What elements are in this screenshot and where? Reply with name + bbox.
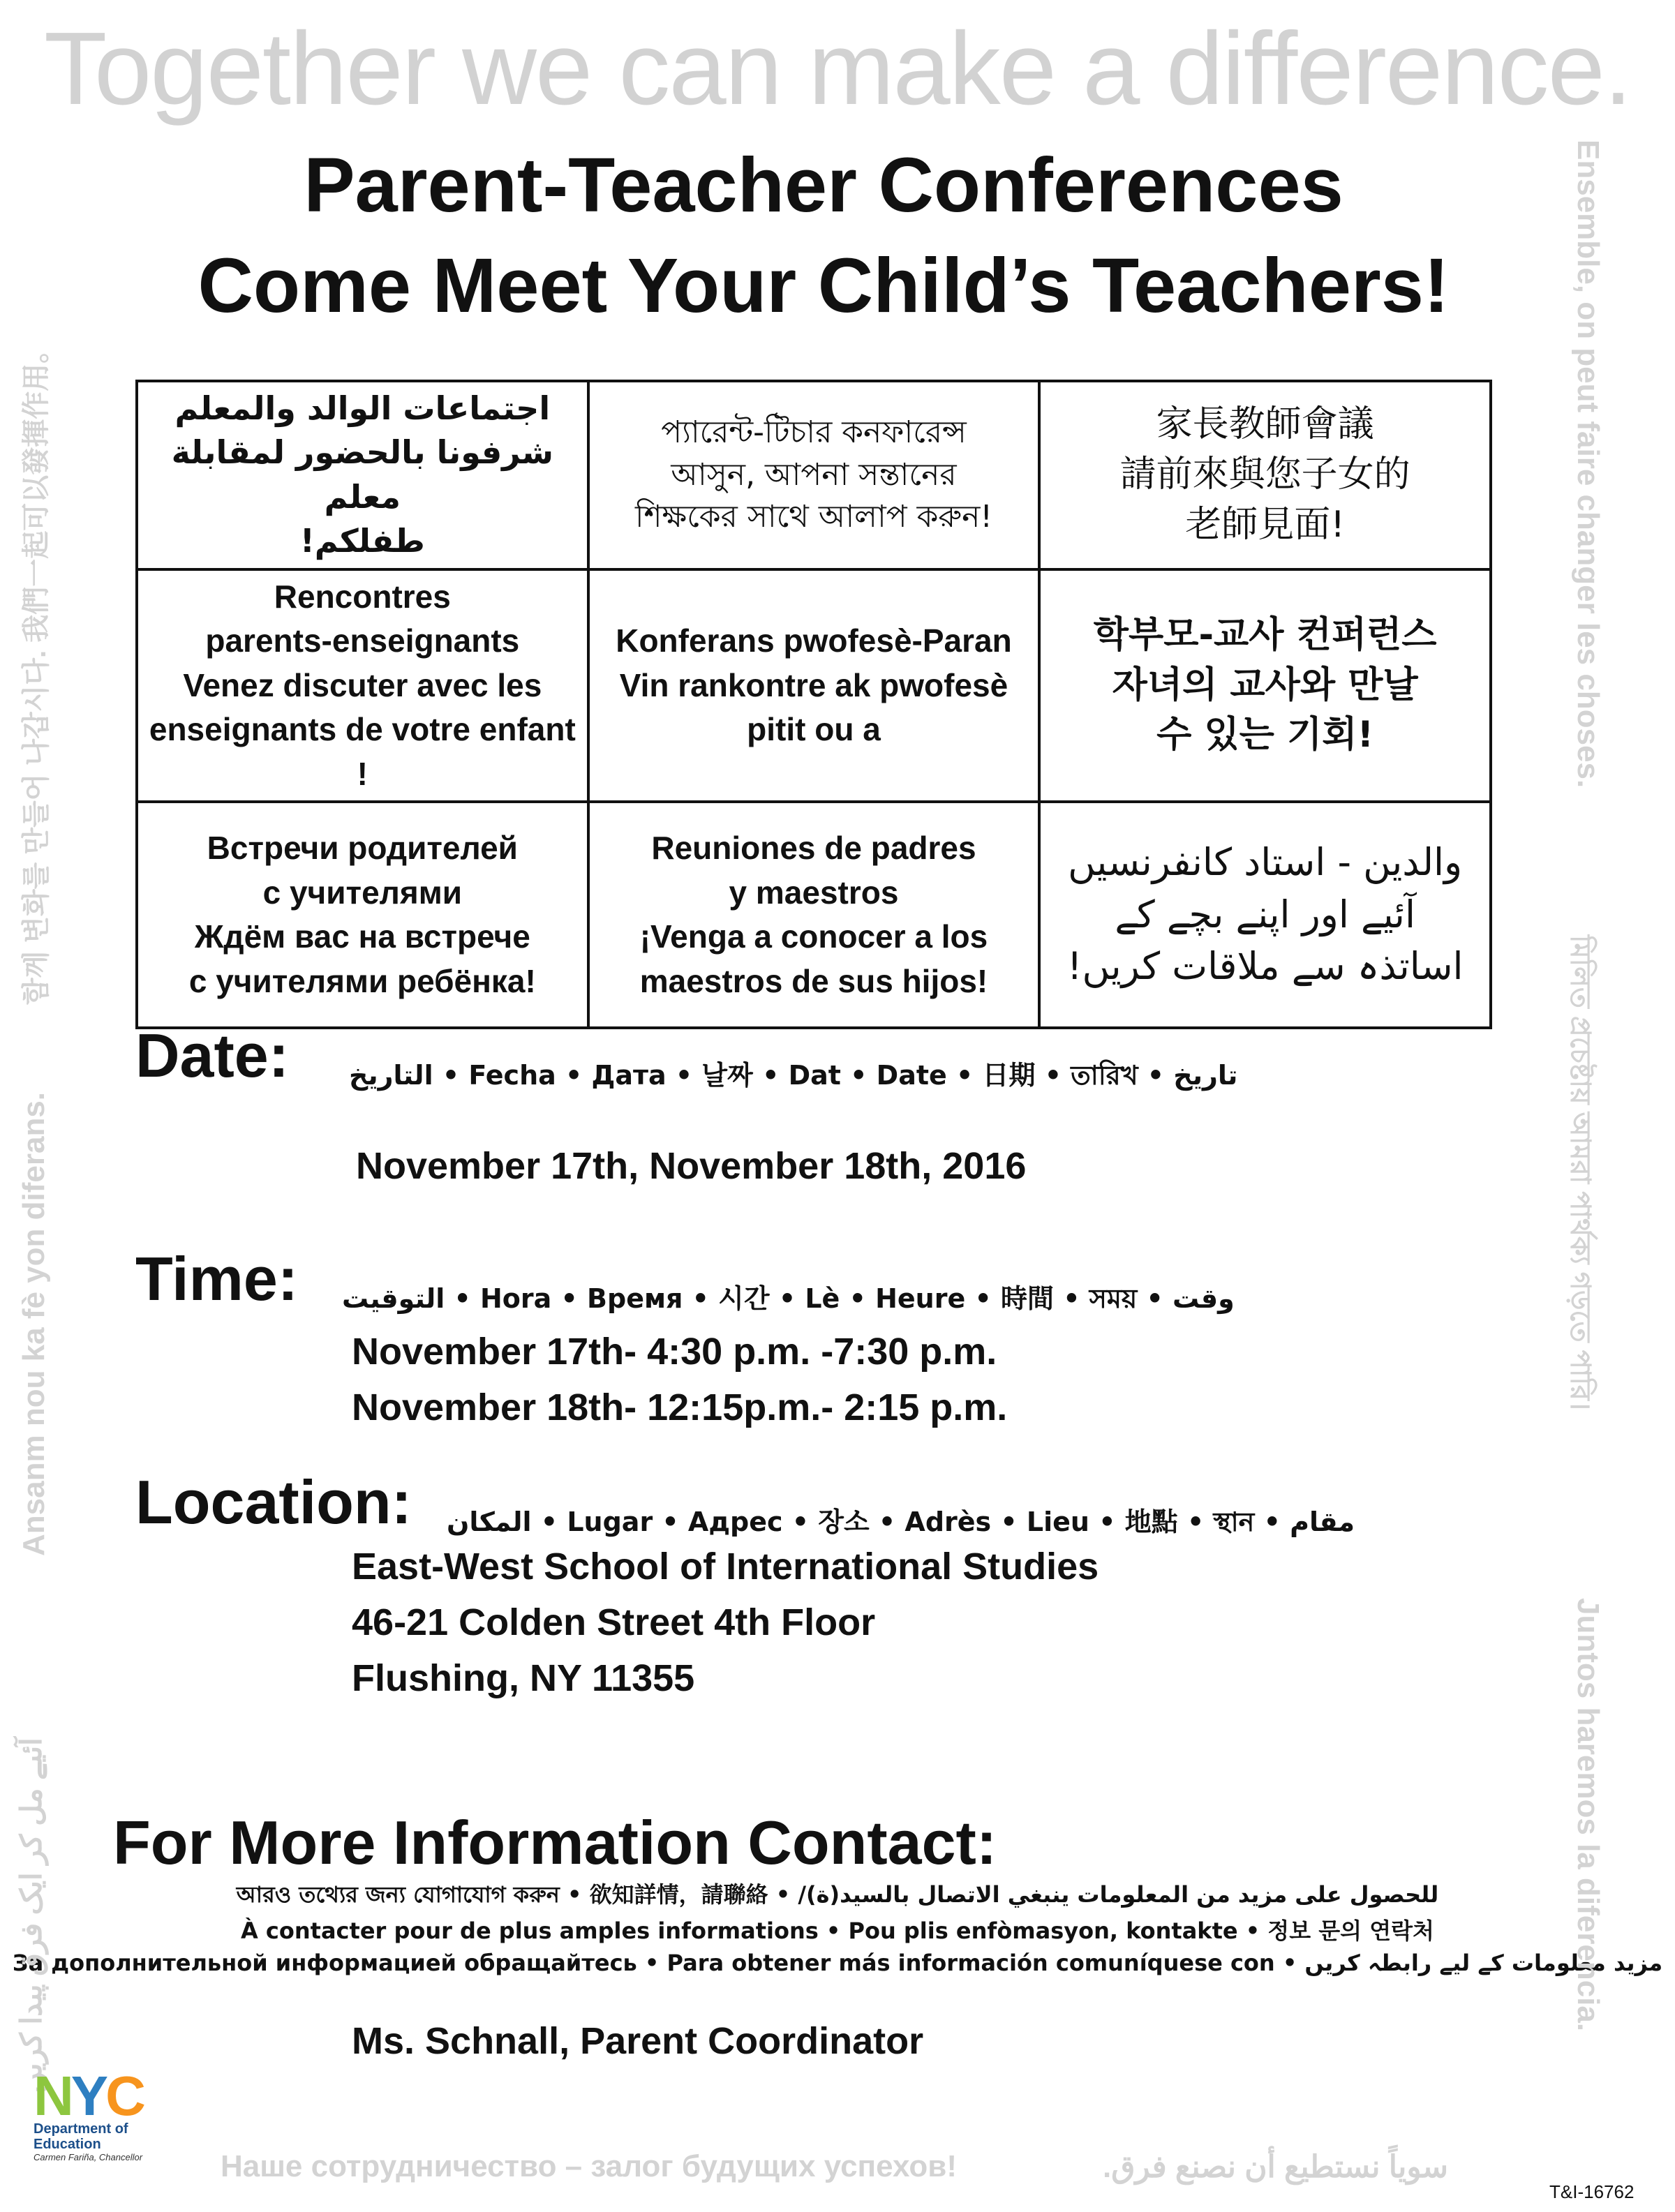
grid-cell-haitian — [588, 569, 1040, 802]
cell-line: Встречи родителей — [207, 830, 518, 867]
grid-row — [137, 381, 1491, 569]
time-translations: وقت • Hora • Время • 시간 • Lè • Heure • 時間 • সময় • التوقيت — [342, 1283, 1235, 1314]
cell-line: parents-enseignants — [205, 622, 520, 659]
cell-line: pitit ou a — [747, 711, 881, 748]
bottom-arabic-slogan: سوياً نستطيع أن نصنع فرق. — [1103, 2150, 1449, 2184]
date-label: Date: — [135, 1021, 290, 1090]
cell-line: 수 있는 기회! — [1156, 714, 1374, 756]
cell-line: Rencontres — [274, 578, 451, 615]
time-line-1: November 17th- 4:30 p.m. -7:30 p.m. — [352, 1331, 997, 1373]
grid-cell-french — [137, 569, 588, 802]
side-text-left-middle: Ansanm nou ka fè yon diferans. — [17, 1091, 51, 1556]
side-text-left-bottom: آئیے مل کر ایک فرق پیدا کریں — [15, 1738, 47, 2093]
contact-name: Ms. Schnall, Parent Coordinator — [352, 2020, 924, 2062]
grid-row — [137, 569, 1491, 802]
logo-dept-line-2: Education — [34, 2137, 101, 2152]
nyc-doe-logo — [34, 2065, 201, 2162]
cell-line: Konferans pwofesè-Paran — [616, 622, 1012, 659]
side-text-right-top: Ensemble, on peut faire changer les choses. — [1571, 140, 1605, 789]
date-value: November 17th, November 18th, 2016 — [356, 1145, 1027, 1187]
cell-line: Reuniones de padres — [651, 830, 976, 867]
location-translations: مقام • Lugar • Адрес • 장소 • Adrès • Lieu • 地點 • স্থান • المكان — [447, 1507, 1355, 1537]
grid-cell-spanish — [588, 802, 1040, 1028]
grid-cell-arabic — [137, 381, 588, 569]
cell-line: শিক্ষকের সাথে আলাপ করুন! — [634, 499, 993, 535]
title-line-2: Come Meet Your Child’s Teachers! — [198, 243, 1450, 329]
cell-line: ¡Venga a conocer a los — [639, 918, 988, 955]
cell-line: طفلكم! — [299, 522, 425, 560]
location-line-3: Flushing, NY 11355 — [352, 1657, 695, 1699]
cell-line: 老師見面! — [1185, 503, 1346, 546]
cell-line: প্যারেন্ট-টিচার কনফারেন্স — [661, 414, 967, 450]
document-number: T&I-16762 — [1549, 2181, 1635, 2202]
location-label: Location: — [135, 1467, 412, 1537]
cell-line: enseignants de votre enfant ! — [149, 711, 576, 792]
cell-line: с учителями ребёнка! — [188, 962, 536, 999]
side-text-right-bottom: Juntos haremos la diferencia. — [1571, 1598, 1605, 2032]
cell-line: اجتماعات الوالد والمعلم — [174, 389, 551, 427]
contact-line-1: للحصول على مزيد من المعلومات ينبغي الاتصال بالسيد(ة)/ • আরও তথ্যের জন্য যোগাযোগ করুন • 欲知詳情，請聯絡 — [236, 1881, 1439, 1908]
location-line-1: East-West School of International Studies — [352, 1546, 1099, 1587]
cell-line: আসুন, আপনা সন্তানের — [671, 456, 957, 493]
cell-line: شرفونا بالحضور لمقابلة معلم — [171, 433, 554, 516]
cell-line: Ждём вас на встрече — [194, 918, 530, 955]
logo-chancellor: Carmen Fariña, Chancellor — [34, 2152, 143, 2162]
cell-line: 請前來與您子女的 — [1119, 454, 1410, 496]
grid-cell-urdu — [1039, 802, 1491, 1028]
cell-line: اساتذہ سے ملاقات کریں! — [1066, 944, 1464, 989]
tagline: Together we can make a difference. — [44, 11, 1631, 126]
date-translations: تاريخ • Fecha • Дата • 날짜 • Dat • Date • 日期 • তারিখ • التاريخ — [349, 1060, 1238, 1091]
location-line-2: 46-21 Colden Street 4th Floor — [352, 1601, 876, 1643]
side-text-right-middle: মিলিত প্রচেষ্টায় আমরা পার্থক্য গড়তে পারি। — [1565, 935, 1595, 1411]
cell-line: آئیے اور اپنے بچے کے — [1115, 892, 1415, 936]
title-line-1: Parent-Teacher Conferences — [304, 142, 1343, 228]
cell-line: 자녀의 교사와 만날 — [1112, 664, 1418, 706]
grid-row — [137, 802, 1491, 1028]
cell-line: y maestros — [729, 874, 899, 911]
grid-cell-korean — [1039, 569, 1491, 802]
contact-line-2: À contacter pour de plus amples informations • Pou plis enfòmasyon, kontakte • 정보 문의 연락처 — [241, 1918, 1434, 1944]
bottom-russian-slogan: Наше сотрудничество – залог будущих успехов! — [221, 2149, 957, 2183]
logo-dept-line-1: Department of — [34, 2121, 128, 2137]
grid-cell-chinese — [1039, 381, 1491, 569]
cell-line: Venez discuter avec les — [183, 666, 542, 703]
contact-line-3: За дополнительной информацией обращайтесь • Para obtener más información comuníquese con • مزید معلومات کے لیے رابطہ کریں — [12, 1950, 1663, 1976]
contact-heading: For More Information Contact: — [113, 1808, 997, 1877]
nyc-logo-mark — [34, 2065, 201, 2127]
grid-cell-russian — [137, 802, 588, 1028]
cell-line: Vin rankontre ak pwofesè — [619, 666, 1008, 703]
logo-letter-c: C — [105, 2065, 143, 2127]
cell-line: с учителями — [262, 874, 463, 911]
logo-letter-n: N — [34, 2065, 71, 2127]
time-line-2: November 18th- 12:15p.m.- 2:15 p.m. — [352, 1387, 1008, 1428]
multilingual-grid — [135, 380, 1492, 1029]
grid-cell-bengali — [588, 381, 1040, 569]
cell-line: والدین - استاد کانفرنسیں — [1068, 840, 1463, 885]
time-label: Time: — [135, 1244, 299, 1313]
cell-line: maestros de sus hijos! — [639, 962, 988, 999]
cell-line: 학부모-교사 컨퍼런스 — [1093, 613, 1437, 656]
side-text-left-top: 함께 변화를 만들어 나갑시다. 我們一起可以發揮作用。 — [21, 335, 52, 1005]
cell-line: 家長教師會議 — [1156, 403, 1374, 446]
logo-letter-y: Y — [70, 2065, 106, 2127]
